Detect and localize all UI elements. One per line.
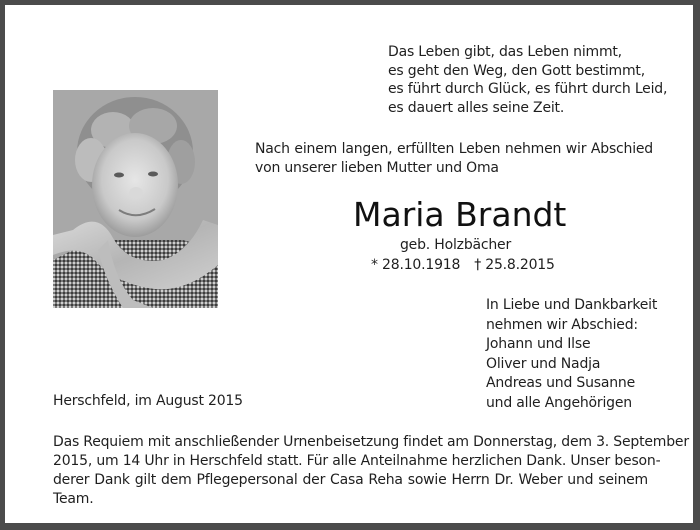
birth-date: * 28.10.1918	[371, 257, 461, 273]
mourners-line: Johann und Ilse	[486, 336, 591, 353]
obituary-card	[5, 5, 693, 523]
poem-line: es geht den Weg, den Gott bestimmt,	[388, 62, 645, 79]
funeral-notice	[53, 433, 689, 509]
mourners-line: nehmen wir Abschied:	[486, 316, 638, 333]
life-dates	[371, 256, 555, 275]
intro-line: von unserer lieben Mutter und Oma	[255, 160, 499, 176]
notice-line: 2015, um 14 Uhr in Herschfeld statt. Für alle Anteilnahme herzlichen Dank. Unser beson-	[53, 453, 661, 469]
place-and-date: Herschfeld, im August 2015	[53, 393, 243, 409]
mourners-line: und alle Angehörigen	[486, 394, 632, 411]
poem-verse	[388, 43, 667, 117]
deceased-name: Maria Brandt	[353, 195, 567, 234]
birth-name: geb. Holzbächer	[400, 237, 512, 253]
notice-line: Das Requiem mit anschließender Urnenbeisetzung findet am Donnerstag, dem 3. September	[53, 434, 689, 450]
intro-text	[255, 140, 653, 178]
death-date: † 25.8.2015	[474, 257, 555, 273]
mourners-list	[486, 296, 657, 414]
mourners-line: Oliver und Nadja	[486, 355, 601, 372]
mourners-line: Andreas und Susanne	[486, 375, 635, 392]
intro-line: Nach einem langen, erfüllten Leben nehmen wir Abschied	[255, 141, 653, 157]
poem-line: es führt durch Glück, es führt durch Leid,	[388, 81, 668, 97]
portrait-photo	[53, 90, 218, 308]
portrait-image	[53, 90, 218, 308]
poem-line: Das Leben gibt, das Leben nimmt,	[388, 44, 622, 60]
poem-line: es dauert alles seine Zeit.	[388, 99, 565, 116]
notice-line: derer Dank gilt dem Pflegepersonal der Casa Reha sowie Herrn Dr. Weber und seinem Team.	[53, 472, 648, 507]
mourners-line: In Liebe und Dankbarkeit	[486, 297, 658, 313]
